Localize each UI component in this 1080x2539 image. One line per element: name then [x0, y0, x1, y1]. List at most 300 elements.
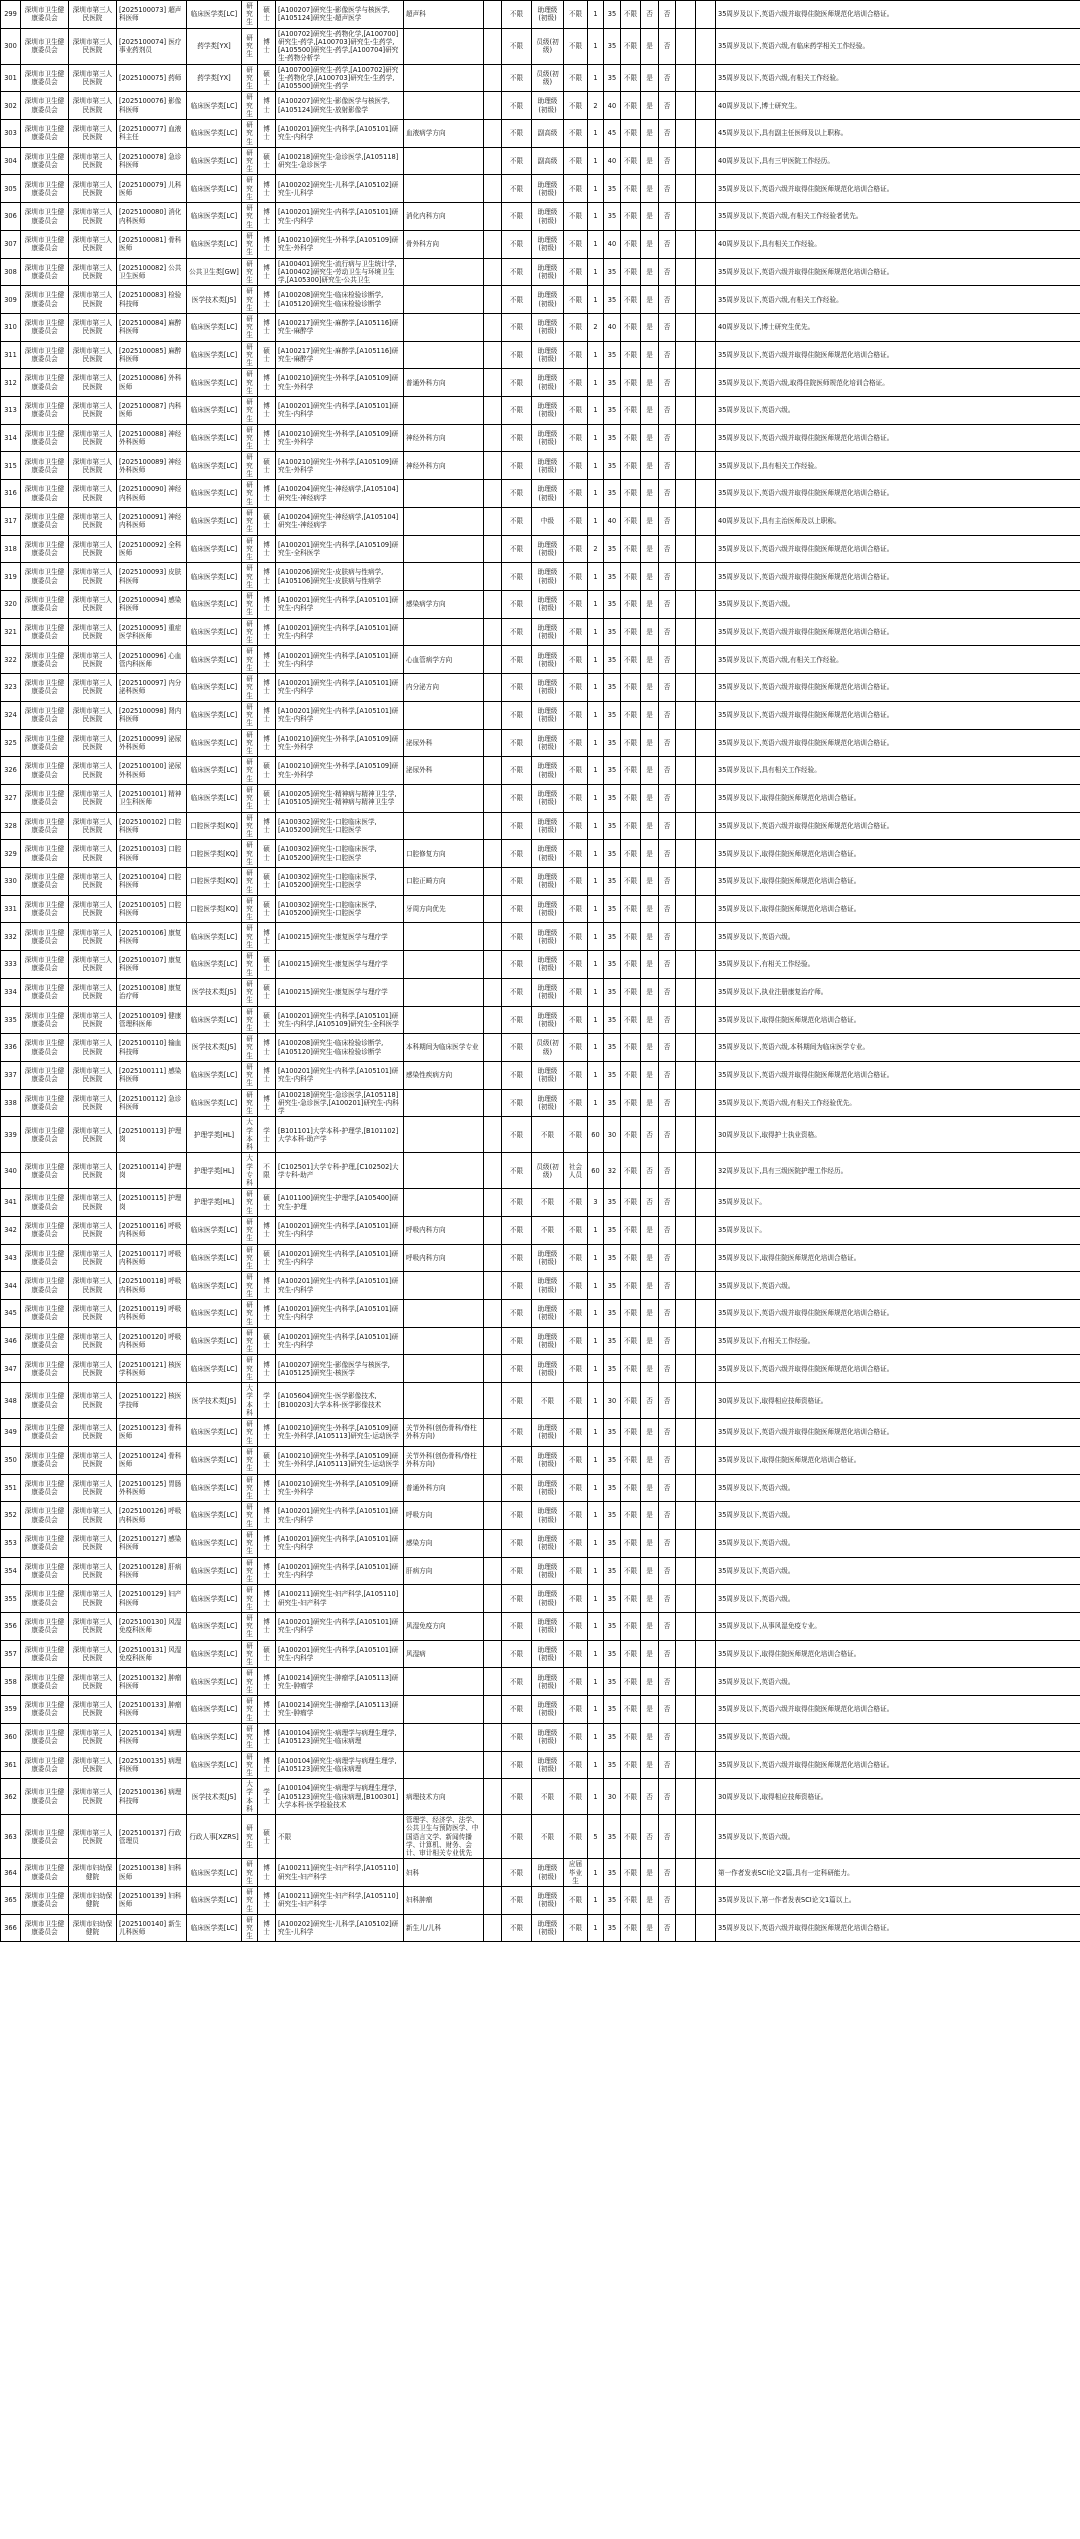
- age-limit-cell: 35: [604, 1300, 621, 1328]
- extra-cell: 否: [659, 286, 676, 314]
- education-cell: 大学本科: [242, 1779, 258, 1815]
- headcount-cell: 1: [588, 1272, 604, 1300]
- gender-cell: 是: [641, 1751, 659, 1779]
- gender-cell: 是: [641, 895, 659, 923]
- qualification-cell: 助理级(初级): [532, 1, 564, 29]
- ethnicity-cell: 不限: [621, 1668, 641, 1696]
- position-code-cell: [2025100125] 胃肠外科医师: [117, 1474, 187, 1502]
- table-row: [1, 1383, 1080, 1419]
- table-row: [1, 1668, 1080, 1696]
- extra-cell: 否: [659, 147, 676, 175]
- row-number-cell: 332: [1, 923, 21, 951]
- department-cell: 深圳市卫生健康委员会: [21, 452, 69, 480]
- category-cell-2: [696, 1383, 716, 1419]
- category-cell-2: [696, 1, 716, 29]
- gender-cell: 是: [641, 1244, 659, 1272]
- extra-cell: 否: [659, 1244, 676, 1272]
- department-cell: 深圳市卫生健康委员会: [21, 784, 69, 812]
- age-limit-cell: 35: [604, 1272, 621, 1300]
- remarks-cell: 35周岁及以下,英语六级。: [716, 1502, 1080, 1530]
- direction-cell: 普通外科方向: [404, 369, 484, 397]
- row-number-cell: 329: [1, 840, 21, 868]
- education-cell: 研究生: [242, 646, 258, 674]
- table-row: [1, 1696, 1080, 1724]
- direction-cell: [404, 1751, 484, 1779]
- qualification-cell: 助理级(初级): [532, 203, 564, 231]
- age-limit-cell: 35: [604, 1815, 621, 1859]
- direction-cell: 管理学、经济学、法学、公共卫生与预防医学、中国语言文学、新闻传播学、计算机、财务、会计、审计相关专业优先: [404, 1815, 484, 1859]
- table-row: [1, 230, 1080, 258]
- remarks-cell: 35周岁及以下,英语六级。: [716, 923, 1080, 951]
- qualification-cell: 助理级(初级): [532, 563, 564, 591]
- headcount-cell: 1: [588, 203, 604, 231]
- language-cell: 不限: [502, 1300, 532, 1328]
- extra-cell: 否: [659, 341, 676, 369]
- age-limit-cell: 35: [604, 978, 621, 1006]
- candidate-nature-cell: 不限: [564, 341, 588, 369]
- direction-cell: 呼吸内科方向: [404, 1244, 484, 1272]
- headcount-cell: 3: [588, 1189, 604, 1217]
- education-cell: 研究生: [242, 840, 258, 868]
- category-cell: [676, 1474, 696, 1502]
- table-row: [1, 203, 1080, 231]
- ethnicity-cell: 不限: [621, 563, 641, 591]
- category-cell: [676, 1244, 696, 1272]
- position-code-cell: [2025100095] 重症医学科医师: [117, 618, 187, 646]
- language-cell: 不限: [502, 1585, 532, 1613]
- ethnicity-cell: 不限: [621, 1529, 641, 1557]
- table-row: [1, 1189, 1080, 1217]
- direction-cell: [404, 1585, 484, 1613]
- title-cell: [484, 784, 502, 812]
- title-cell: [484, 1419, 502, 1447]
- category-cell-2: [696, 1006, 716, 1034]
- category-cell: [676, 1529, 696, 1557]
- education-cell: 大学本科: [242, 1117, 258, 1153]
- headcount-cell: 1: [588, 1061, 604, 1089]
- category-cell: [676, 424, 696, 452]
- department-cell: 深圳市卫生健康委员会: [21, 480, 69, 508]
- table-row: [1, 424, 1080, 452]
- gender-cell: 是: [641, 535, 659, 563]
- department-cell: 深圳市卫生健康委员会: [21, 1034, 69, 1062]
- age-limit-cell: 35: [604, 1585, 621, 1613]
- category-cell-2: [696, 1216, 716, 1244]
- education-cell: 研究生: [242, 1089, 258, 1117]
- degree-cell: 硕士: [258, 452, 276, 480]
- candidate-nature-cell: 不限: [564, 1327, 588, 1355]
- age-limit-cell: 35: [604, 646, 621, 674]
- remarks-cell: 35周岁及以下,英语六级。: [716, 1815, 1080, 1859]
- category-cell-2: [696, 563, 716, 591]
- qualification-cell: 助理级(初级): [532, 1474, 564, 1502]
- department-cell: 深圳市卫生健康委员会: [21, 1355, 69, 1383]
- gender-cell: 是: [641, 1300, 659, 1328]
- title-cell: [484, 258, 502, 286]
- department-cell: 深圳市卫生健康委员会: [21, 369, 69, 397]
- employer-cell: 深圳市第三人民医院: [69, 563, 117, 591]
- category-cell-2: [696, 1887, 716, 1915]
- qualification-cell: 助理级(初级): [532, 729, 564, 757]
- category-cell-2: [696, 701, 716, 729]
- row-number-cell: 352: [1, 1502, 21, 1530]
- department-cell: 深圳市卫生健康委员会: [21, 563, 69, 591]
- direction-cell: 神经外科方向: [404, 452, 484, 480]
- ethnicity-cell: 不限: [621, 230, 641, 258]
- remarks-cell: 35周岁及以下,英语六级。: [716, 1474, 1080, 1502]
- category-cell-2: [696, 868, 716, 896]
- extra-cell: 否: [659, 313, 676, 341]
- category-cell: [676, 951, 696, 979]
- category-cell-2: [696, 784, 716, 812]
- position-type-cell: 临床医学类[LC]: [187, 369, 242, 397]
- extra-cell: 否: [659, 230, 676, 258]
- extra-cell: 否: [659, 1153, 676, 1189]
- education-cell: 研究生: [242, 1557, 258, 1585]
- title-cell: [484, 480, 502, 508]
- language-cell: 不限: [502, 1117, 532, 1153]
- category-cell: [676, 1696, 696, 1724]
- employer-cell: 深圳市第三人民医院: [69, 1815, 117, 1859]
- age-limit-cell: 35: [604, 1887, 621, 1915]
- department-cell: 深圳市卫生健康委员会: [21, 701, 69, 729]
- table-row: [1, 1779, 1080, 1815]
- table-row: [1, 1006, 1080, 1034]
- position-type-cell: 临床医学类[LC]: [187, 1419, 242, 1447]
- age-limit-cell: 30: [604, 1117, 621, 1153]
- remarks-cell: 35周岁及以下,英语六级,有相关工作经验。: [716, 646, 1080, 674]
- remarks-cell: 35周岁及以下,第一作者发表SCI论文1篇以上。: [716, 1887, 1080, 1915]
- direction-cell: 病理技术方向: [404, 1779, 484, 1815]
- table-row: [1, 1153, 1080, 1189]
- degree-cell: 博士: [258, 1585, 276, 1613]
- direction-cell: [404, 397, 484, 425]
- headcount-cell: 1: [588, 812, 604, 840]
- title-cell: [484, 757, 502, 785]
- department-cell: 深圳市卫生健康委员会: [21, 1696, 69, 1724]
- headcount-cell: 2: [588, 535, 604, 563]
- age-limit-cell: 35: [604, 1696, 621, 1724]
- candidate-nature-cell: 应届毕业生: [564, 1859, 588, 1887]
- age-limit-cell: 35: [604, 452, 621, 480]
- major-cell: [A100210]研究生-外科学,[A105109]研究生-外科学: [276, 452, 404, 480]
- row-number-cell: 306: [1, 203, 21, 231]
- candidate-nature-cell: 不限: [564, 978, 588, 1006]
- category-cell: [676, 1668, 696, 1696]
- education-cell: 研究生: [242, 1613, 258, 1641]
- position-code-cell: [2025100100] 泌尿外科医师: [117, 757, 187, 785]
- direction-cell: [404, 258, 484, 286]
- language-cell: 不限: [502, 951, 532, 979]
- language-cell: 不限: [502, 1419, 532, 1447]
- table-row: [1, 147, 1080, 175]
- department-cell: 深圳市卫生健康委员会: [21, 1779, 69, 1815]
- direction-cell: 感染方向: [404, 1529, 484, 1557]
- title-cell: [484, 1815, 502, 1859]
- title-cell: [484, 424, 502, 452]
- position-code-cell: [2025100101] 精神卫生科医师: [117, 784, 187, 812]
- department-cell: 深圳市卫生健康委员会: [21, 1, 69, 29]
- education-cell: 研究生: [242, 1585, 258, 1613]
- position-type-cell: 临床医学类[LC]: [187, 1244, 242, 1272]
- department-cell: 深圳市卫生健康委员会: [21, 64, 69, 92]
- candidate-nature-cell: 不限: [564, 1815, 588, 1859]
- category-cell-2: [696, 1668, 716, 1696]
- remarks-cell: 35周岁及以下,英语六级并取得住院医师规范化培训合格证。: [716, 341, 1080, 369]
- table-row: [1, 812, 1080, 840]
- department-cell: 深圳市卫生健康委员会: [21, 92, 69, 120]
- category-cell: [676, 480, 696, 508]
- major-cell: [A100210]研究生-外科学,[A105109]研究生-外科学,[A105113]研究生-运动医学: [276, 1419, 404, 1447]
- direction-cell: 呼吸方向: [404, 1502, 484, 1530]
- major-cell: [A100104]研究生-病理学与病理生理学,[A105123]研究生-临床病理,[B100301]大学本科-医学检验技术: [276, 1779, 404, 1815]
- position-code-cell: [2025100139] 妇科医师: [117, 1887, 187, 1915]
- ethnicity-cell: 不限: [621, 1272, 641, 1300]
- education-cell: 研究生: [242, 1640, 258, 1668]
- language-cell: 不限: [502, 147, 532, 175]
- extra-cell: 否: [659, 923, 676, 951]
- direction-cell: [404, 701, 484, 729]
- position-type-cell: 药学类[YX]: [187, 64, 242, 92]
- language-cell: 不限: [502, 258, 532, 286]
- qualification-cell: 助理级(初级): [532, 1914, 564, 1942]
- extra-cell: 否: [659, 978, 676, 1006]
- employer-cell: 深圳市第三人民医院: [69, 1153, 117, 1189]
- education-cell: 大学本科: [242, 1383, 258, 1419]
- remarks-cell: 35周岁及以下,英语六级并取得住院医师规范化培训合格证。: [716, 1061, 1080, 1089]
- headcount-cell: 1: [588, 1751, 604, 1779]
- education-cell: 研究生: [242, 369, 258, 397]
- language-cell: 不限: [502, 1751, 532, 1779]
- candidate-nature-cell: 不限: [564, 1061, 588, 1089]
- gender-cell: 是: [641, 230, 659, 258]
- position-code-cell: [2025100090] 神经内科医师: [117, 480, 187, 508]
- major-cell: [A100207]研究生-影像医学与核医学,[A105124]研究生-超声医学: [276, 1, 404, 29]
- category-cell-2: [696, 1117, 716, 1153]
- table-row: [1, 1887, 1080, 1915]
- employer-cell: 深圳市第三人民医院: [69, 729, 117, 757]
- major-cell: [A100211]研究生-妇产科学,[A105110]研究生-妇产科学: [276, 1859, 404, 1887]
- education-cell: 研究生: [242, 1272, 258, 1300]
- candidate-nature-cell: 不限: [564, 147, 588, 175]
- position-type-cell: 临床医学类[LC]: [187, 1585, 242, 1613]
- headcount-cell: 1: [588, 701, 604, 729]
- table-row: [1, 646, 1080, 674]
- major-cell: [A100201]研究生-内科学,[A105101]研究生-内科学: [276, 1529, 404, 1557]
- title-cell: [484, 1355, 502, 1383]
- category-cell-2: [696, 64, 716, 92]
- table-row: [1, 507, 1080, 535]
- category-cell-2: [696, 507, 716, 535]
- education-cell: 研究生: [242, 1446, 258, 1474]
- headcount-cell: 1: [588, 1034, 604, 1062]
- remarks-cell: 45周岁及以下,具有副主任医师及以上职称。: [716, 120, 1080, 148]
- position-code-cell: [2025100132] 肿瘤科医师: [117, 1668, 187, 1696]
- row-number-cell: 315: [1, 452, 21, 480]
- department-cell: 深圳市卫生健康委员会: [21, 1585, 69, 1613]
- category-cell: [676, 369, 696, 397]
- gender-cell: 是: [641, 1474, 659, 1502]
- category-cell: [676, 313, 696, 341]
- row-number-cell: 339: [1, 1117, 21, 1153]
- extra-cell: 否: [659, 701, 676, 729]
- candidate-nature-cell: 不限: [564, 1640, 588, 1668]
- age-limit-cell: 40: [604, 230, 621, 258]
- qualification-cell: 助理级(初级): [532, 1502, 564, 1530]
- language-cell: 不限: [502, 1355, 532, 1383]
- employer-cell: 深圳市第三人民医院: [69, 1696, 117, 1724]
- title-cell: [484, 1446, 502, 1474]
- position-type-cell: 临床医学类[LC]: [187, 1613, 242, 1641]
- ethnicity-cell: 不限: [621, 1502, 641, 1530]
- remarks-cell: 35周岁及以下,具有相关工作经验。: [716, 452, 1080, 480]
- direction-cell: 感染性疾病方向: [404, 1061, 484, 1089]
- language-cell: 不限: [502, 424, 532, 452]
- qualification-cell: 不限: [532, 1779, 564, 1815]
- category-cell: [676, 1887, 696, 1915]
- row-number-cell: 351: [1, 1474, 21, 1502]
- category-cell: [676, 923, 696, 951]
- position-type-cell: 药学类[YX]: [187, 28, 242, 64]
- language-cell: 不限: [502, 92, 532, 120]
- direction-cell: [404, 313, 484, 341]
- position-type-cell: 临床医学类[LC]: [187, 1089, 242, 1117]
- employer-cell: 深圳市第三人民医院: [69, 147, 117, 175]
- degree-cell: 博士: [258, 1887, 276, 1915]
- candidate-nature-cell: 不限: [564, 230, 588, 258]
- department-cell: 深圳市卫生健康委员会: [21, 535, 69, 563]
- department-cell: 深圳市卫生健康委员会: [21, 120, 69, 148]
- row-number-cell: 322: [1, 646, 21, 674]
- candidate-nature-cell: 不限: [564, 840, 588, 868]
- table-row: [1, 1640, 1080, 1668]
- position-code-cell: [2025100088] 神经外科医师: [117, 424, 187, 452]
- qualification-cell: 助理级(初级): [532, 1529, 564, 1557]
- position-type-cell: 口腔医学类[KQ]: [187, 895, 242, 923]
- title-cell: [484, 1640, 502, 1668]
- candidate-nature-cell: 不限: [564, 1, 588, 29]
- major-cell: [C102501]大学专科-护理,[C102502]大学专科-助产: [276, 1153, 404, 1189]
- category-cell-2: [696, 258, 716, 286]
- gender-cell: 是: [641, 1696, 659, 1724]
- qualification-cell: 助理级(初级): [532, 1640, 564, 1668]
- direction-cell: [404, 1668, 484, 1696]
- candidate-nature-cell: 不限: [564, 1189, 588, 1217]
- extra-cell: 否: [659, 1859, 676, 1887]
- position-type-cell: 医学技术类[JS]: [187, 286, 242, 314]
- qualification-cell: 助理级(初级): [532, 1244, 564, 1272]
- language-cell: 不限: [502, 341, 532, 369]
- title-cell: [484, 701, 502, 729]
- degree-cell: 博士: [258, 369, 276, 397]
- title-cell: [484, 1696, 502, 1724]
- age-limit-cell: 35: [604, 1189, 621, 1217]
- candidate-nature-cell: 不限: [564, 1034, 588, 1062]
- title-cell: [484, 286, 502, 314]
- education-cell: 研究生: [242, 1668, 258, 1696]
- extra-cell: 否: [659, 1006, 676, 1034]
- row-number-cell: 327: [1, 784, 21, 812]
- title-cell: [484, 1327, 502, 1355]
- position-type-cell: 医学技术类[JS]: [187, 1383, 242, 1419]
- degree-cell: 博士: [258, 424, 276, 452]
- remarks-cell: 35周岁及以下,英语六级,有相关工作经验者优先。: [716, 203, 1080, 231]
- department-cell: 深圳市卫生健康委员会: [21, 203, 69, 231]
- employer-cell: 深圳市第三人民医院: [69, 1474, 117, 1502]
- education-cell: 研究生: [242, 618, 258, 646]
- remarks-cell: 35周岁及以下,取得住院医师规范化培训合格证。: [716, 868, 1080, 896]
- major-cell: [A100201]研究生-内科学,[A105101]研究生-内科学: [276, 203, 404, 231]
- language-cell: 不限: [502, 1529, 532, 1557]
- education-cell: 研究生: [242, 1, 258, 29]
- table-row: [1, 1, 1080, 29]
- position-code-cell: [2025100114] 护理岗: [117, 1153, 187, 1189]
- qualification-cell: 助理级(初级): [532, 1696, 564, 1724]
- headcount-cell: 1: [588, 840, 604, 868]
- category-cell-2: [696, 535, 716, 563]
- table-row: [1, 757, 1080, 785]
- row-number-cell: 325: [1, 729, 21, 757]
- title-cell: [484, 674, 502, 702]
- department-cell: 深圳市卫生健康委员会: [21, 674, 69, 702]
- direction-cell: 泌尿外科: [404, 757, 484, 785]
- category-cell-2: [696, 757, 716, 785]
- qualification-cell: 助理级(初级): [532, 591, 564, 619]
- remarks-cell: 35周岁及以下,英语六级。: [716, 1272, 1080, 1300]
- candidate-nature-cell: 不限: [564, 812, 588, 840]
- language-cell: 不限: [502, 175, 532, 203]
- gender-cell: 是: [641, 480, 659, 508]
- qualification-cell: 副高级: [532, 147, 564, 175]
- employer-cell: 深圳市第三人民医院: [69, 313, 117, 341]
- qualification-cell: 副高级: [532, 120, 564, 148]
- position-type-cell: 临床医学类[LC]: [187, 1529, 242, 1557]
- position-type-cell: 临床医学类[LC]: [187, 1061, 242, 1089]
- position-code-cell: [2025100135] 病理科医师: [117, 1751, 187, 1779]
- degree-cell: 博士: [258, 203, 276, 231]
- position-type-cell: 临床医学类[LC]: [187, 923, 242, 951]
- age-limit-cell: 40: [604, 313, 621, 341]
- position-type-cell: 临床医学类[LC]: [187, 646, 242, 674]
- category-cell: [676, 1300, 696, 1328]
- department-cell: 深圳市卫生健康委员会: [21, 424, 69, 452]
- table-row: [1, 1061, 1080, 1089]
- extra-cell: 否: [659, 895, 676, 923]
- candidate-nature-cell: 不限: [564, 784, 588, 812]
- row-number-cell: 364: [1, 1859, 21, 1887]
- age-limit-cell: 35: [604, 480, 621, 508]
- category-cell-2: [696, 480, 716, 508]
- title-cell: [484, 203, 502, 231]
- gender-cell: 是: [641, 28, 659, 64]
- category-cell-2: [696, 674, 716, 702]
- position-code-cell: [2025100138] 妇科医师: [117, 1859, 187, 1887]
- category-cell-2: [696, 1355, 716, 1383]
- age-limit-cell: 35: [604, 812, 621, 840]
- category-cell-2: [696, 1272, 716, 1300]
- department-cell: 深圳市卫生健康委员会: [21, 1089, 69, 1117]
- remarks-cell: 35周岁及以下,英语六级。: [716, 397, 1080, 425]
- candidate-nature-cell: 不限: [564, 1887, 588, 1915]
- headcount-cell: 5: [588, 1815, 604, 1859]
- language-cell: 不限: [502, 1383, 532, 1419]
- language-cell: 不限: [502, 1153, 532, 1189]
- ethnicity-cell: 不限: [621, 923, 641, 951]
- extra-cell: 否: [659, 1613, 676, 1641]
- degree-cell: 硕士: [258, 1327, 276, 1355]
- category-cell: [676, 840, 696, 868]
- remarks-cell: 35周岁及以下,英语六级,有相关工作经验。: [716, 286, 1080, 314]
